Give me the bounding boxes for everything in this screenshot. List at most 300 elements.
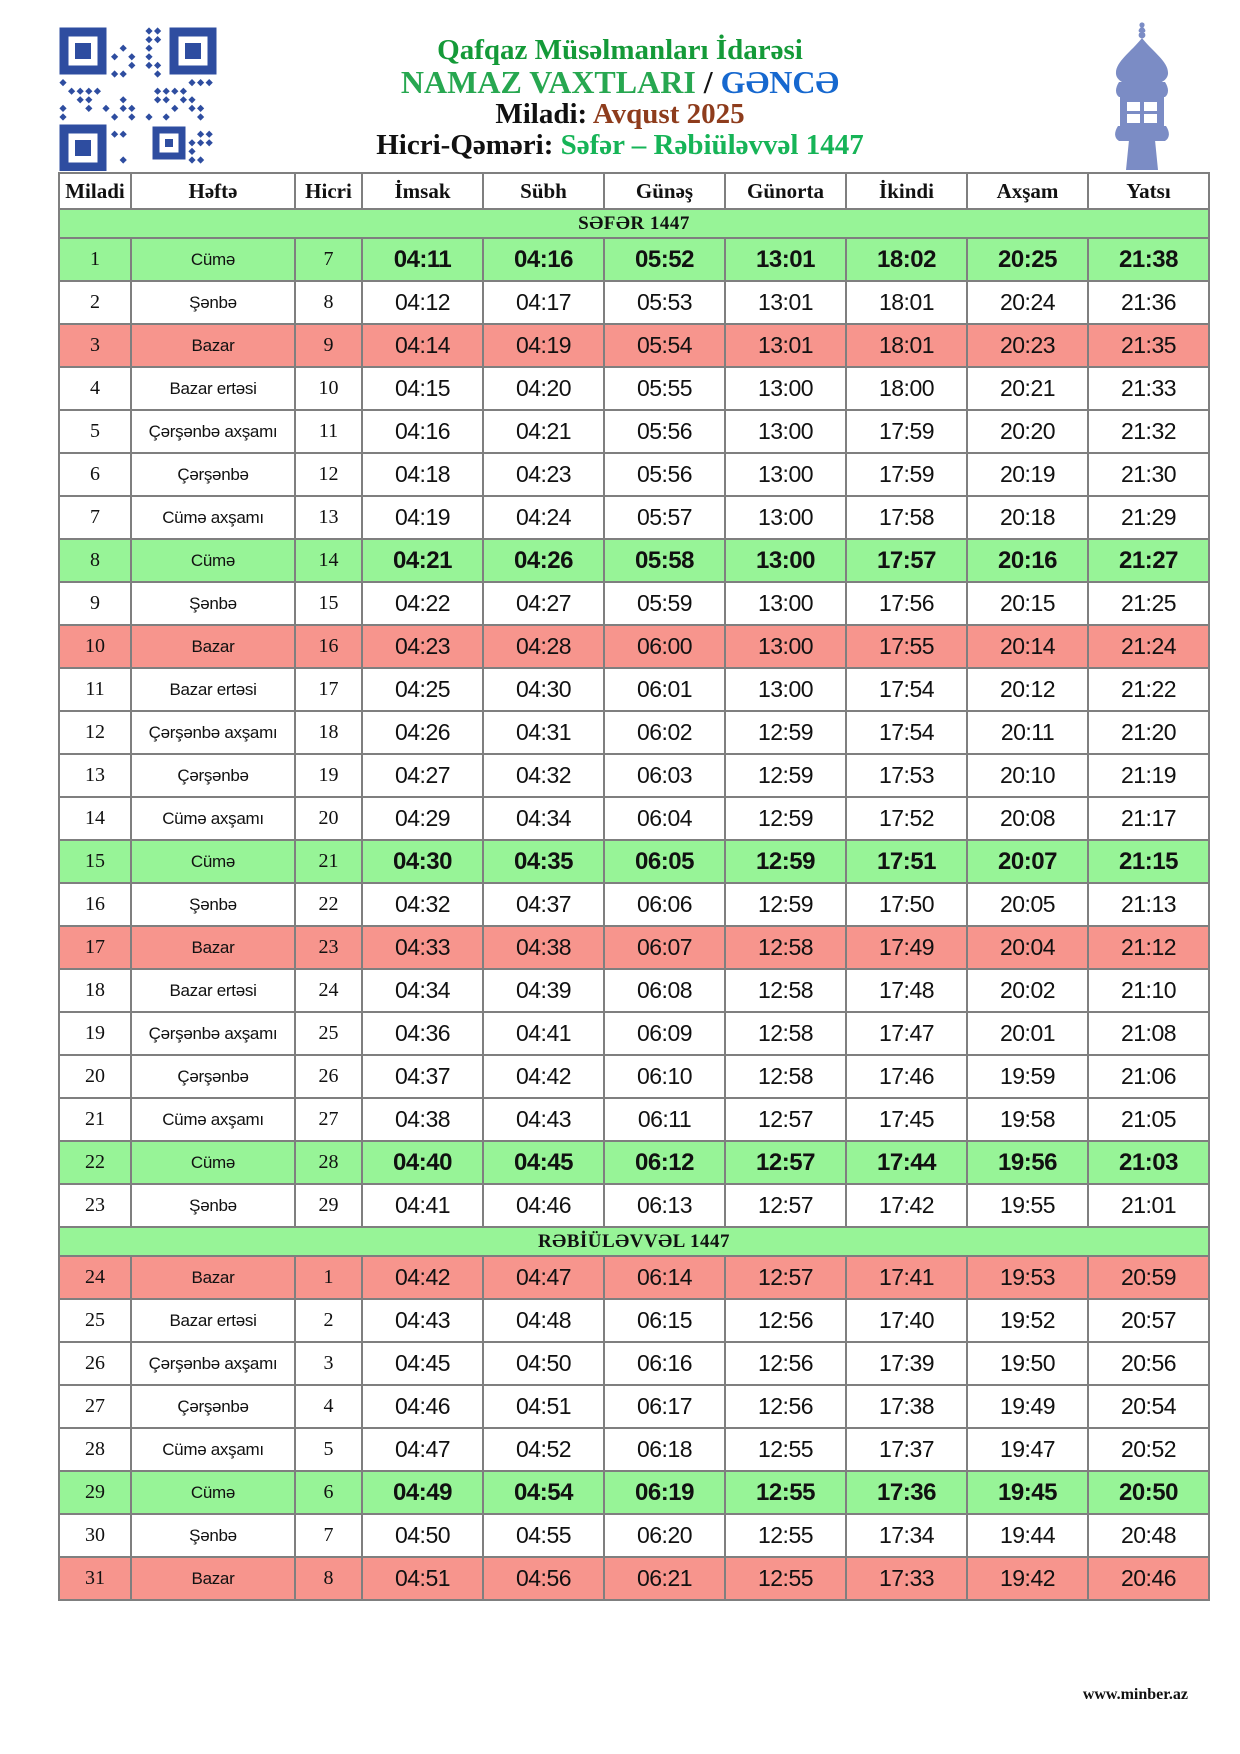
yatsi-time-cell: 20:56 xyxy=(1088,1342,1209,1385)
weekday-cell: Çərşənbə axşamı xyxy=(131,410,295,453)
hicri-day-cell: 19 xyxy=(295,754,362,797)
table-row xyxy=(59,367,1209,410)
gunes-time-cell: 06:04 xyxy=(604,797,725,840)
table-row xyxy=(59,453,1209,496)
table-row xyxy=(59,797,1209,840)
imsak-time-cell: 04:33 xyxy=(362,926,483,969)
subh-time-cell: 04:23 xyxy=(483,453,604,496)
gunorta-time-cell: 13:00 xyxy=(725,539,846,582)
weekday-cell: Cümə axşamı xyxy=(131,797,295,840)
subh-time-cell: 04:32 xyxy=(483,754,604,797)
imsak-time-cell: 04:16 xyxy=(362,410,483,453)
gregorian-date-line xyxy=(250,99,990,130)
page-header xyxy=(0,0,1240,172)
ikindi-time-cell: 18:01 xyxy=(846,281,967,324)
organization-name: Qafqaz Müsəlmanları İdarəsi xyxy=(437,34,803,66)
imsak-time-cell: 04:42 xyxy=(362,1256,483,1299)
title-text: NAMAZ VAXTLARI xyxy=(400,64,696,100)
hicri-day-cell: 12 xyxy=(295,453,362,496)
weekday-cell: Şənbə xyxy=(131,1514,295,1557)
gunorta-time-cell: 12:59 xyxy=(725,711,846,754)
hicri-day-cell: 10 xyxy=(295,367,362,410)
gunorta-time-cell: 12:59 xyxy=(725,797,846,840)
weekday-cell: Şənbə xyxy=(131,582,295,625)
hicri-day-cell: 20 xyxy=(295,797,362,840)
miladi-day-cell: 16 xyxy=(59,883,131,926)
axsam-time-cell: 19:49 xyxy=(967,1385,1088,1428)
website-footer: www.minber.az xyxy=(1082,1686,1188,1703)
imsak-time-cell: 04:11 xyxy=(362,238,483,281)
yatsi-time-cell: 21:05 xyxy=(1088,1098,1209,1141)
gunorta-time-cell: 13:00 xyxy=(725,582,846,625)
table-row xyxy=(59,1055,1209,1098)
hicri-day-cell: 2 xyxy=(295,1299,362,1342)
weekday-cell: Bazar xyxy=(131,324,295,367)
weekday-cell: Cümə xyxy=(131,539,295,582)
column-header-hicri: Hicri xyxy=(295,173,362,209)
imsak-time-cell: 04:25 xyxy=(362,668,483,711)
yatsi-time-cell: 21:13 xyxy=(1088,883,1209,926)
gunorta-time-cell: 12:59 xyxy=(725,754,846,797)
subh-time-cell: 04:26 xyxy=(483,539,604,582)
section-title: SƏFƏR 1447 xyxy=(59,209,1209,238)
miladi-day-cell: 27 xyxy=(59,1385,131,1428)
ikindi-time-cell: 17:52 xyxy=(846,797,967,840)
gunorta-time-cell: 13:00 xyxy=(725,625,846,668)
axsam-time-cell: 19:42 xyxy=(967,1557,1088,1600)
subh-time-cell: 04:42 xyxy=(483,1055,604,1098)
gunes-time-cell: 06:18 xyxy=(604,1428,725,1471)
weekday-cell: Çərşənbə axşamı xyxy=(131,711,295,754)
miladi-day-cell: 1 xyxy=(59,238,131,281)
subh-time-cell: 04:38 xyxy=(483,926,604,969)
gunes-time-cell: 06:06 xyxy=(604,883,725,926)
table-row xyxy=(59,1342,1209,1385)
subh-time-cell: 04:48 xyxy=(483,1299,604,1342)
miladi-day-cell: 17 xyxy=(59,926,131,969)
miladi-day-cell: 28 xyxy=(59,1428,131,1471)
weekday-cell: Cümə xyxy=(131,1141,295,1184)
yatsi-time-cell: 20:57 xyxy=(1088,1299,1209,1342)
hicri-day-cell: 8 xyxy=(295,1557,362,1600)
section-title: RƏBİÜLƏVVƏL 1447 xyxy=(59,1227,1209,1256)
miladi-day-cell: 5 xyxy=(59,410,131,453)
hicri-day-cell: 26 xyxy=(295,1055,362,1098)
axsam-time-cell: 20:24 xyxy=(967,281,1088,324)
gunorta-time-cell: 12:55 xyxy=(725,1471,846,1514)
table-row xyxy=(59,1012,1209,1055)
axsam-time-cell: 20:05 xyxy=(967,883,1088,926)
axsam-time-cell: 20:10 xyxy=(967,754,1088,797)
hicri-day-cell: 17 xyxy=(295,668,362,711)
yatsi-time-cell: 21:38 xyxy=(1088,238,1209,281)
table-row xyxy=(59,496,1209,539)
yatsi-time-cell: 21:08 xyxy=(1088,1012,1209,1055)
hicri-day-cell: 9 xyxy=(295,324,362,367)
table-row xyxy=(59,926,1209,969)
gunorta-time-cell: 12:57 xyxy=(725,1141,846,1184)
hicri-day-cell: 1 xyxy=(295,1256,362,1299)
gunes-time-cell: 05:59 xyxy=(604,582,725,625)
ikindi-time-cell: 17:59 xyxy=(846,410,967,453)
axsam-time-cell: 20:15 xyxy=(967,582,1088,625)
gunorta-time-cell: 12:58 xyxy=(725,1012,846,1055)
gunes-time-cell: 06:16 xyxy=(604,1342,725,1385)
table-row xyxy=(59,1471,1209,1514)
yatsi-time-cell: 21:33 xyxy=(1088,367,1209,410)
imsak-time-cell: 04:18 xyxy=(362,453,483,496)
ikindi-time-cell: 17:55 xyxy=(846,625,967,668)
weekday-cell: Bazar xyxy=(131,625,295,668)
ikindi-time-cell: 17:33 xyxy=(846,1557,967,1600)
gunes-time-cell: 06:19 xyxy=(604,1471,725,1514)
yatsi-time-cell: 21:12 xyxy=(1088,926,1209,969)
miladi-day-cell: 2 xyxy=(59,281,131,324)
gunes-time-cell: 06:10 xyxy=(604,1055,725,1098)
hicri-day-cell: 23 xyxy=(295,926,362,969)
axsam-time-cell: 19:50 xyxy=(967,1342,1088,1385)
gunorta-time-cell: 12:59 xyxy=(725,883,846,926)
subh-time-cell: 04:41 xyxy=(483,1012,604,1055)
hicri-day-cell: 8 xyxy=(295,281,362,324)
miladi-day-cell: 12 xyxy=(59,711,131,754)
gunes-time-cell: 06:01 xyxy=(604,668,725,711)
axsam-time-cell: 20:02 xyxy=(967,969,1088,1012)
gunorta-time-cell: 12:58 xyxy=(725,926,846,969)
imsak-time-cell: 04:43 xyxy=(362,1299,483,1342)
qr-code-icon xyxy=(58,26,218,171)
imsak-time-cell: 04:26 xyxy=(362,711,483,754)
miladi-value: Avqust 2025 xyxy=(592,98,745,130)
ikindi-time-cell: 17:50 xyxy=(846,883,967,926)
gunes-time-cell: 05:58 xyxy=(604,539,725,582)
yatsi-time-cell: 21:17 xyxy=(1088,797,1209,840)
subh-time-cell: 04:55 xyxy=(483,1514,604,1557)
gunorta-time-cell: 13:01 xyxy=(725,324,846,367)
axsam-time-cell: 19:55 xyxy=(967,1184,1088,1227)
miladi-day-cell: 8 xyxy=(59,539,131,582)
gunes-time-cell: 05:54 xyxy=(604,324,725,367)
imsak-time-cell: 04:47 xyxy=(362,1428,483,1471)
gunes-time-cell: 06:08 xyxy=(604,969,725,1012)
ikindi-time-cell: 17:40 xyxy=(846,1299,967,1342)
yatsi-time-cell: 21:20 xyxy=(1088,711,1209,754)
axsam-time-cell: 20:14 xyxy=(967,625,1088,668)
hicri-value: Səfər – Rəbiüləvvəl 1447 xyxy=(560,129,864,161)
weekday-cell: Çərşənbə xyxy=(131,1385,295,1428)
imsak-time-cell: 04:49 xyxy=(362,1471,483,1514)
weekday-cell: Çərşənbə axşamı xyxy=(131,1012,295,1055)
miladi-day-cell: 22 xyxy=(59,1141,131,1184)
yatsi-time-cell: 20:52 xyxy=(1088,1428,1209,1471)
gunorta-time-cell: 12:56 xyxy=(725,1299,846,1342)
axsam-time-cell: 20:11 xyxy=(967,711,1088,754)
gunes-time-cell: 06:07 xyxy=(604,926,725,969)
column-header-i̇kindi: İkindi xyxy=(846,173,967,209)
gunes-time-cell: 05:56 xyxy=(604,453,725,496)
column-header-günorta: Günorta xyxy=(725,173,846,209)
hicri-day-cell: 11 xyxy=(295,410,362,453)
yatsi-time-cell: 20:48 xyxy=(1088,1514,1209,1557)
imsak-time-cell: 04:27 xyxy=(362,754,483,797)
miladi-day-cell: 14 xyxy=(59,797,131,840)
gunorta-time-cell: 12:55 xyxy=(725,1514,846,1557)
table-row xyxy=(59,1385,1209,1428)
gunorta-time-cell: 13:00 xyxy=(725,367,846,410)
hicri-day-cell: 25 xyxy=(295,1012,362,1055)
gunorta-time-cell: 13:01 xyxy=(725,238,846,281)
section-header-row xyxy=(59,209,1209,238)
yatsi-time-cell: 21:10 xyxy=(1088,969,1209,1012)
yatsi-time-cell: 21:15 xyxy=(1088,840,1209,883)
yatsi-time-cell: 20:59 xyxy=(1088,1256,1209,1299)
imsak-time-cell: 04:30 xyxy=(362,840,483,883)
yatsi-time-cell: 21:01 xyxy=(1088,1184,1209,1227)
hicri-day-cell: 6 xyxy=(295,1471,362,1514)
hicri-day-cell: 14 xyxy=(295,539,362,582)
weekday-cell: Cümə axşamı xyxy=(131,1428,295,1471)
hicri-day-cell: 28 xyxy=(295,1141,362,1184)
gunes-time-cell: 06:15 xyxy=(604,1299,725,1342)
gunes-time-cell: 06:03 xyxy=(604,754,725,797)
imsak-time-cell: 04:40 xyxy=(362,1141,483,1184)
imsak-time-cell: 04:14 xyxy=(362,324,483,367)
miladi-day-cell: 31 xyxy=(59,1557,131,1600)
miladi-day-cell: 3 xyxy=(59,324,131,367)
yatsi-time-cell: 21:24 xyxy=(1088,625,1209,668)
table-row xyxy=(59,1184,1209,1227)
subh-time-cell: 04:54 xyxy=(483,1471,604,1514)
column-header-günəş: Günəş xyxy=(604,173,725,209)
table-row xyxy=(59,668,1209,711)
miladi-day-cell: 24 xyxy=(59,1256,131,1299)
gunorta-time-cell: 12:57 xyxy=(725,1098,846,1141)
imsak-time-cell: 04:34 xyxy=(362,969,483,1012)
hicri-day-cell: 4 xyxy=(295,1385,362,1428)
axsam-time-cell: 20:20 xyxy=(967,410,1088,453)
column-header-həftə: Həftə xyxy=(131,173,295,209)
weekday-cell: Bazar ertəsi xyxy=(131,1299,295,1342)
subh-time-cell: 04:34 xyxy=(483,797,604,840)
imsak-time-cell: 04:41 xyxy=(362,1184,483,1227)
weekday-cell: Bazar xyxy=(131,1256,295,1299)
table-row xyxy=(59,1098,1209,1141)
gunorta-time-cell: 13:00 xyxy=(725,496,846,539)
ikindi-time-cell: 17:49 xyxy=(846,926,967,969)
subh-time-cell: 04:39 xyxy=(483,969,604,1012)
gunes-time-cell: 05:52 xyxy=(604,238,725,281)
weekday-cell: Şənbə xyxy=(131,883,295,926)
gunorta-time-cell: 12:57 xyxy=(725,1256,846,1299)
imsak-time-cell: 04:45 xyxy=(362,1342,483,1385)
weekday-cell: Şənbə xyxy=(131,1184,295,1227)
table-row xyxy=(59,410,1209,453)
gunes-time-cell: 06:14 xyxy=(604,1256,725,1299)
ikindi-time-cell: 17:36 xyxy=(846,1471,967,1514)
imsak-time-cell: 04:46 xyxy=(362,1385,483,1428)
imsak-time-cell: 04:23 xyxy=(362,625,483,668)
miladi-day-cell: 21 xyxy=(59,1098,131,1141)
table-row xyxy=(59,625,1209,668)
miladi-day-cell: 25 xyxy=(59,1299,131,1342)
axsam-time-cell: 20:07 xyxy=(967,840,1088,883)
imsak-time-cell: 04:19 xyxy=(362,496,483,539)
miladi-day-cell: 7 xyxy=(59,496,131,539)
weekday-cell: Bazar xyxy=(131,1557,295,1600)
ikindi-time-cell: 17:34 xyxy=(846,1514,967,1557)
weekday-cell: Çərşənbə axşamı xyxy=(131,1342,295,1385)
weekday-cell: Cümə xyxy=(131,1471,295,1514)
title-block xyxy=(250,34,990,161)
subh-time-cell: 04:21 xyxy=(483,410,604,453)
yatsi-time-cell: 21:19 xyxy=(1088,754,1209,797)
hicri-day-cell: 5 xyxy=(295,1428,362,1471)
ikindi-time-cell: 18:02 xyxy=(846,238,967,281)
gunes-time-cell: 05:53 xyxy=(604,281,725,324)
minaret-icon xyxy=(1103,20,1181,170)
ikindi-time-cell: 17:38 xyxy=(846,1385,967,1428)
weekday-cell: Çərşənbə xyxy=(131,754,295,797)
miladi-day-cell: 18 xyxy=(59,969,131,1012)
yatsi-time-cell: 21:29 xyxy=(1088,496,1209,539)
gunes-time-cell: 06:09 xyxy=(604,1012,725,1055)
ikindi-time-cell: 17:46 xyxy=(846,1055,967,1098)
axsam-time-cell: 20:21 xyxy=(967,367,1088,410)
ikindi-time-cell: 17:37 xyxy=(846,1428,967,1471)
axsam-time-cell: 20:19 xyxy=(967,453,1088,496)
weekday-cell: Bazar ertəsi xyxy=(131,969,295,1012)
table-header-row xyxy=(59,173,1209,209)
imsak-time-cell: 04:38 xyxy=(362,1098,483,1141)
hicri-day-cell: 18 xyxy=(295,711,362,754)
imsak-time-cell: 04:51 xyxy=(362,1557,483,1600)
imsak-time-cell: 04:36 xyxy=(362,1012,483,1055)
subh-time-cell: 04:51 xyxy=(483,1385,604,1428)
ikindi-time-cell: 17:41 xyxy=(846,1256,967,1299)
miladi-day-cell: 13 xyxy=(59,754,131,797)
gunes-time-cell: 05:56 xyxy=(604,410,725,453)
imsak-time-cell: 04:32 xyxy=(362,883,483,926)
yatsi-time-cell: 21:22 xyxy=(1088,668,1209,711)
gunorta-time-cell: 12:56 xyxy=(725,1342,846,1385)
subh-time-cell: 04:45 xyxy=(483,1141,604,1184)
miladi-day-cell: 11 xyxy=(59,668,131,711)
gunes-time-cell: 06:21 xyxy=(604,1557,725,1600)
axsam-time-cell: 19:44 xyxy=(967,1514,1088,1557)
axsam-time-cell: 19:53 xyxy=(967,1256,1088,1299)
weekday-cell: Çərşənbə xyxy=(131,453,295,496)
ikindi-time-cell: 17:44 xyxy=(846,1141,967,1184)
miladi-day-cell: 29 xyxy=(59,1471,131,1514)
subh-time-cell: 04:28 xyxy=(483,625,604,668)
ikindi-time-cell: 17:48 xyxy=(846,969,967,1012)
gunorta-time-cell: 12:58 xyxy=(725,969,846,1012)
ikindi-time-cell: 17:54 xyxy=(846,711,967,754)
ikindi-time-cell: 17:47 xyxy=(846,1012,967,1055)
subh-time-cell: 04:43 xyxy=(483,1098,604,1141)
gunes-time-cell: 05:57 xyxy=(604,496,725,539)
subh-time-cell: 04:24 xyxy=(483,496,604,539)
gunes-time-cell: 06:11 xyxy=(604,1098,725,1141)
table-row xyxy=(59,324,1209,367)
gunorta-time-cell: 13:00 xyxy=(725,453,846,496)
table-row xyxy=(59,1141,1209,1184)
weekday-cell: Cümə xyxy=(131,840,295,883)
miladi-day-cell: 20 xyxy=(59,1055,131,1098)
section-header-row xyxy=(59,1227,1209,1256)
hicri-day-cell: 24 xyxy=(295,969,362,1012)
weekday-cell: Cümə axşamı xyxy=(131,496,295,539)
axsam-time-cell: 20:12 xyxy=(967,668,1088,711)
subh-time-cell: 04:17 xyxy=(483,281,604,324)
hicri-day-cell: 15 xyxy=(295,582,362,625)
subh-time-cell: 04:31 xyxy=(483,711,604,754)
gunorta-time-cell: 13:00 xyxy=(725,410,846,453)
subh-time-cell: 04:50 xyxy=(483,1342,604,1385)
hicri-day-cell: 7 xyxy=(295,1514,362,1557)
hicri-day-cell: 13 xyxy=(295,496,362,539)
gunorta-time-cell: 12:55 xyxy=(725,1557,846,1600)
weekday-cell: Çərşənbə xyxy=(131,1055,295,1098)
axsam-time-cell: 19:52 xyxy=(967,1299,1088,1342)
hicri-label: Hicri-Qəməri: xyxy=(376,129,554,161)
gunorta-time-cell: 13:01 xyxy=(725,281,846,324)
page-title xyxy=(250,66,990,99)
gunes-time-cell: 06:02 xyxy=(604,711,725,754)
ikindi-time-cell: 17:54 xyxy=(846,668,967,711)
ikindi-time-cell: 17:42 xyxy=(846,1184,967,1227)
table-row xyxy=(59,281,1209,324)
axsam-time-cell: 20:18 xyxy=(967,496,1088,539)
yatsi-time-cell: 21:30 xyxy=(1088,453,1209,496)
imsak-time-cell: 04:12 xyxy=(362,281,483,324)
subh-time-cell: 04:47 xyxy=(483,1256,604,1299)
imsak-time-cell: 04:21 xyxy=(362,539,483,582)
subh-time-cell: 04:35 xyxy=(483,840,604,883)
gunorta-time-cell: 12:59 xyxy=(725,840,846,883)
axsam-time-cell: 20:01 xyxy=(967,1012,1088,1055)
ikindi-time-cell: 17:56 xyxy=(846,582,967,625)
gunes-time-cell: 06:05 xyxy=(604,840,725,883)
weekday-cell: Cümə axşamı xyxy=(131,1098,295,1141)
table-row xyxy=(59,883,1209,926)
hicri-day-cell: 22 xyxy=(295,883,362,926)
subh-time-cell: 04:16 xyxy=(483,238,604,281)
column-header-miladi: Miladi xyxy=(59,173,131,209)
imsak-time-cell: 04:37 xyxy=(362,1055,483,1098)
gunes-time-cell: 06:17 xyxy=(604,1385,725,1428)
yatsi-time-cell: 20:54 xyxy=(1088,1385,1209,1428)
table-row xyxy=(59,1256,1209,1299)
ikindi-time-cell: 17:51 xyxy=(846,840,967,883)
table-row xyxy=(59,238,1209,281)
miladi-day-cell: 9 xyxy=(59,582,131,625)
subh-time-cell: 04:46 xyxy=(483,1184,604,1227)
gunes-time-cell: 06:13 xyxy=(604,1184,725,1227)
miladi-day-cell: 19 xyxy=(59,1012,131,1055)
imsak-time-cell: 04:29 xyxy=(362,797,483,840)
axsam-time-cell: 20:16 xyxy=(967,539,1088,582)
title-separator: / xyxy=(703,64,713,100)
axsam-time-cell: 19:59 xyxy=(967,1055,1088,1098)
yatsi-time-cell: 21:06 xyxy=(1088,1055,1209,1098)
subh-time-cell: 04:30 xyxy=(483,668,604,711)
table-row xyxy=(59,1514,1209,1557)
miladi-day-cell: 23 xyxy=(59,1184,131,1227)
table-row xyxy=(59,582,1209,625)
yatsi-time-cell: 21:03 xyxy=(1088,1141,1209,1184)
table-row xyxy=(59,539,1209,582)
